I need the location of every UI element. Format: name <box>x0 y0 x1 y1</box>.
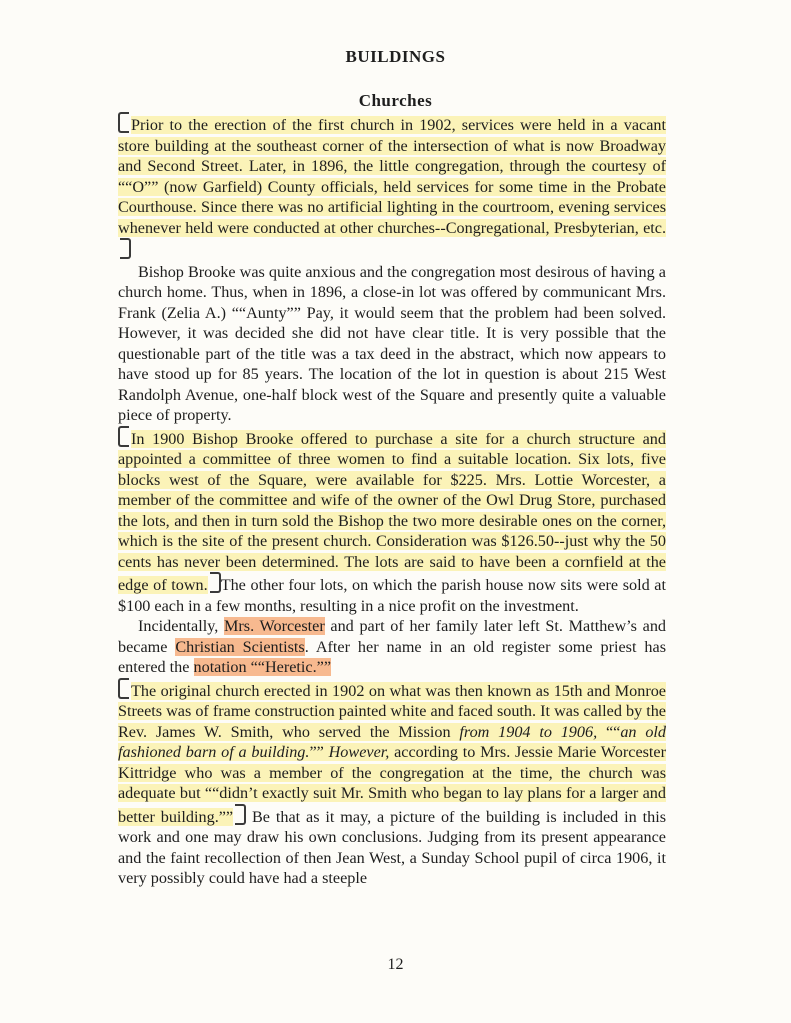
pen-bracket-open-mark <box>118 426 129 447</box>
highlighted-passage-2: In 1900 Bishop Brooke offered to purchase a site for a church structure and appointed a committee of three women to find a suitable location. Six lots, five blocks west of the Square, were available for $225. Mrs. Lottie Worcester, a member of the committee and wife of the owner of the Owl Drug Store, purchased the lots, and then in turn sold the Bishop the two more desirable ones on the corner, which is the site of the present church. Consideration was $126.50--just why the 50 cents has never been determined. The lots are said to have been a cornfield at the edge of town. <box>118 429 666 594</box>
p5-text-a: The original church erected in 1902 on what was then known as 15th and Monroe Streets was of frame construction painted white and faced south. It was called by the Rev. James W. Smith, who served the Mission <box>118 681 666 741</box>
p5-italic-b: an old fashioned barn of a building. <box>118 722 666 761</box>
paragraph-3-remainder: The other four lots, on which the parish house now sits were sold at $100 each in a few months, resulting in a nice profit on the investment. <box>118 576 666 615</box>
paragraph-5 <box>118 678 666 889</box>
paragraph-4 <box>118 616 666 678</box>
paragraph-2: Bishop Brooke was quite anxious and the congregation most desirous of having a church home. Thus, when in 1896, a close-in lot was offered by communicant Mrs. Frank (Zelia A.) ““Aunty”” Pay, it would seem that the problem had been solved. However, it was decided she did not have clear title. It is very possible that the questionable part of the title was a tax deed in the abstract, which now appears to have stood up for 85 years. The location of the lot in question is about 215 West Randolph Avenue, one-half block west of the Square and presently quite a valuable piece of property. <box>118 262 666 424</box>
p4-middle-text-2: . After her name in an old register some priest has entered the <box>118 637 666 676</box>
pen-bracket-open-mark <box>118 678 129 699</box>
subsection-title: Churches <box>358 91 433 110</box>
page-number: 12 <box>387 956 404 973</box>
paragraph-3 <box>118 426 666 617</box>
highlighted-notation: notation ““Heretic.”” <box>193 658 332 676</box>
p5-text-c: Be that as it may, a picture of the building is included in this work and one may draw his own conclusions. Judging from its present appearance and the faint recollection of then Jean West, a Sunday School pupil of circa 1906, it very possibly could have had a steeple <box>118 807 666 887</box>
pen-bracket-close-mark <box>210 572 221 593</box>
pen-bracket-close-mark <box>235 804 246 825</box>
p5-quote-open: ““ <box>605 722 621 741</box>
p4-lead-text: Incidentally, <box>138 617 224 635</box>
highlighted-name: Mrs. Worcester <box>223 617 325 635</box>
p5-text-b: according to Mrs. Jessie Marie Worcester Kittridge who was a member of the congregation at the time, the church was adequate but ““didn’t exactly suit Mr. Smith who began to lay plans for a larger and better building.”” <box>118 743 666 826</box>
section-title: BUILDINGS <box>345 47 446 66</box>
pen-bracket-close-mark <box>120 238 131 259</box>
p4-middle-text: and part of her family later left St. Matthew’s and became <box>118 617 667 656</box>
p5-italic-a: from 1904 to 1906, <box>459 722 606 741</box>
p5-italic-c: However, <box>323 743 390 761</box>
p5-quote-close: ”” <box>309 743 324 761</box>
highlighted-faith: Christian Scientists <box>175 637 305 656</box>
highlighted-passage-3 <box>118 682 666 826</box>
highlighted-passage-1: Prior to the erection of the first church in 1902, services were held in a vacant store building at the southeast corner of the intersection of what is now Broadway and Second Street. Later, in 1896, the little congregation, through the courtesy of ““O”” (now Garfield) County officials, held services for some time in the Probate Courthouse. Since there was no artificial lighting in the courtroom, evening services whenever held were conducted at other churches--Congregational, Presbyterian, etc. <box>118 116 666 237</box>
body-text <box>118 112 666 889</box>
paragraph-1 <box>118 112 666 262</box>
pen-bracket-open-mark <box>118 112 129 133</box>
